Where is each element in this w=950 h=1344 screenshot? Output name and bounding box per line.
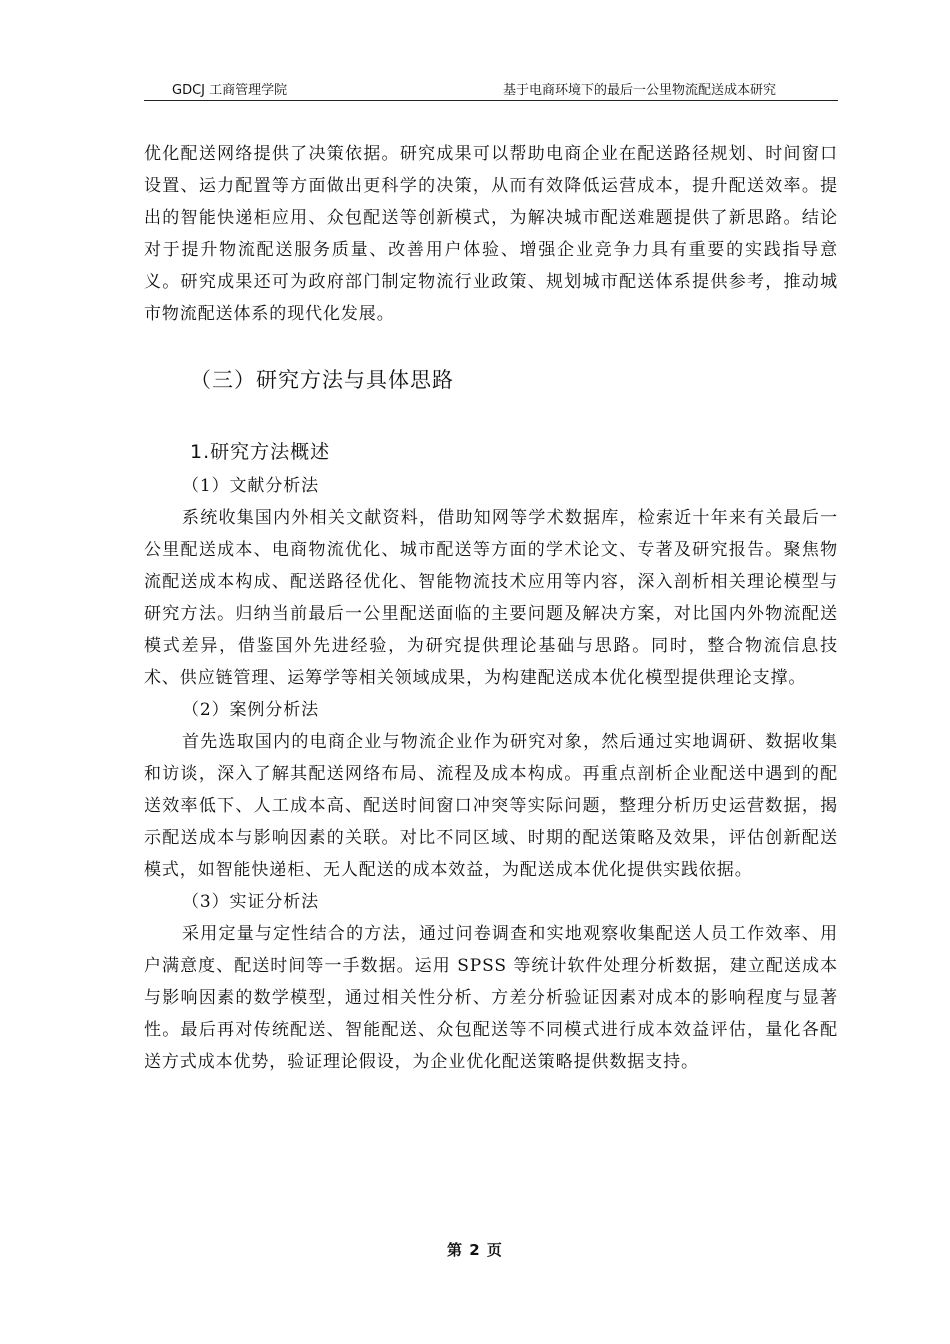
section-heading: （三）研究方法与具体思路 [190,368,454,392]
header-institution: GDCJ 工商管理学院 [172,83,288,98]
header-thesis-title: 基于电商环境下的最后一公里物流配送成本研究 [502,83,776,98]
intro-paragraph: 优化配送网络提供了决策依据。研究成果可以帮助电商企业在配送路径规划、时间窗口设置、运力配置等方面做出更科学的决策，从而有效降低运营成本，提升配送效率。提出的智能快递柜应用、众包配送等创新模式，为解决城市配送难题提供了新思路。结论对于提升物流配送服务质量、改善用户体验、增强企业竞争力具有重要的实践指导意义。研究成果还可为政府部门制定物流行业政策、规划城市配送体系提供参考，推动城市物流配送体系的现代化发展。 [144,144,838,324]
method-text-empirical: 采用定量与定性结合的方法，通过问卷调查和实地观察收集配送人员工作效率、用户满意度、配送时间等一手数据。运用 SPSS 等统计软件处理分析数据，建立配送成本与影响因素的数学模型，通过相关性分析、方差分析验证因素对成本的影响程度与显著性。最后再对传统配送、智能配送、众包配送等不同模式进行成本效益评估，量化各配送方式成本优势，验证理论假设，为企业优化配送策略提供数据支持。 [144,924,838,1072]
method-title-literature: （1）文献分析法 [182,476,320,496]
method-text-case: 首先选取国内的电商企业与物流企业作为研究对象，然后通过实地调研、数据收集和访谈，深入了解其配送网络布局、流程及成本构成。再重点剖析企业配送中遇到的配送效率低下、人工成本高、配送时间窗口冲突等实际问题，整理分析历史运营数据，揭示配送成本与影响因素的关联。对比不同区域、时期的配送策略及效果，评估创新配送模式，如智能快递柜、无人配送的成本效益，为配送成本优化提供实践依据。 [144,732,838,880]
methods-list [144,470,838,1078]
page-number: 第 2 页 [447,1241,503,1259]
page-header [144,78,838,101]
method-text-literature: 系统收集国内外相关文献资料，借助知网等学术数据库，检索近十年来有关最后一公里配送成本、电商物流优化、城市配送等方面的学术论文、专著及研究报告。聚焦物流配送成本构成、配送路径优化、智能物流技术应用等内容，深入剖析相关理论模型与研究方法。归纳当前最后一公里配送面临的主要问题及解决方案，对比国内外物流配送模式差异，借鉴国外先进经验，为研究提供理论基础与思路。同时，整合物流信息技术、供应链管理、运筹学等相关领域成果，为构建配送成本优化模型提供理论支撑。 [144,508,838,688]
sub-heading: 1.研究方法概述 [190,441,331,463]
method-title-empirical: （3）实证分析法 [182,892,320,912]
method-title-case: （2）案例分析法 [182,700,320,720]
